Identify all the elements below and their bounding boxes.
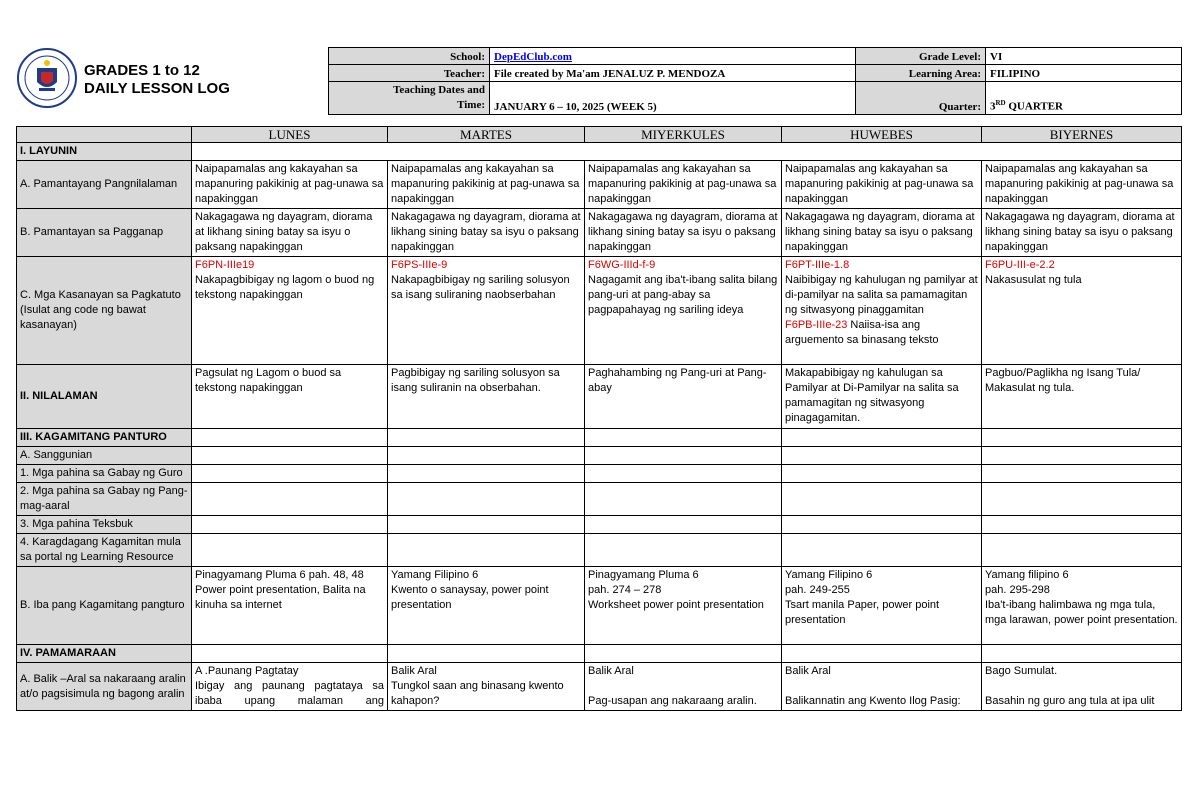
section-label: I. LAYUNIN [17, 143, 192, 161]
competency-code: F6PU-III-e-2.2 [985, 259, 1055, 271]
table-cell: F6WG-IIId-f-9 Nagagamit ang iba't-ibang salita bilang pang-uri at pang-abay sa pagpapahayag ng sariling ideya [585, 257, 782, 365]
learning-area-value: FILIPINO [986, 65, 1182, 82]
table-cell: Nakagagawa ng dayagram, diorama at likhang sining batay sa isyu o paksang napakinggan [585, 209, 782, 257]
competency-code: F6PN-IIIe19 [195, 259, 255, 271]
header-info-table [328, 47, 1182, 115]
table-cell: Naipapamalas ang kakayahan sa mapanuring pakikinig at pag-unawa sa napakinggan [585, 161, 782, 209]
row-kasanayan [17, 257, 1182, 365]
table-cell: Bago Sumulat. Basahin ng guro ang tula at ipa ulit [982, 663, 1182, 711]
row-label: 2. Mga pahina sa Gabay ng Pang-mag-aaral [17, 483, 192, 516]
row-label: 1. Mga pahina sa Gabay ng Guro [17, 465, 192, 483]
table-cell: Naipapamalas ang kakayahan sa mapanuring pakikinig at pag-unawa sa napakinggan [192, 161, 388, 209]
row-label: 3. Mga pahina Teksbuk [17, 516, 192, 534]
row-label: B. Pamantayan sa Pagganap [17, 209, 192, 257]
competency-code: F6PT-IIIe-1.8 [785, 259, 850, 271]
grade-value: VI [986, 48, 1182, 65]
table-cell: F6PN-IIIe19 Nakapagbibigay ng lagom o buod ng tekstong napakinggan [192, 257, 388, 365]
teacher-label: Teacher: [329, 65, 490, 82]
section-row-kagamitan [17, 429, 1182, 447]
teacher-value: File created by Ma'am JENALUZ P. MENDOZA [490, 65, 856, 82]
row-pamantayan-sa-pagganap [17, 209, 1182, 257]
school-link[interactable]: DepEdClub.com [490, 48, 856, 65]
table-cell: Pagsulat ng Lagom o buod sa tekstong napakinggan [192, 365, 388, 429]
table-cell: Pagbibigay ng sariling solusyon sa isang suliranin na obserbahan. [388, 365, 585, 429]
section-row-layunin [17, 143, 1182, 161]
day-header: HUWEBES [782, 127, 982, 143]
school-label: School: [329, 48, 490, 65]
row-gabay-mag-aaral [17, 483, 1182, 516]
table-cell: Nakagagawa ng dayagram, diorama at likhang sining batay sa isyu o paksang napakinggan [982, 209, 1182, 257]
table-cell: Naipapamalas ang kakayahan sa mapanuring pakikinig at pag-unawa sa napakinggan [782, 161, 982, 209]
table-cell: Yamang Filipino 6 pah. 249-255 Tsart manila Paper, power point presentation [782, 567, 982, 645]
header-corner [17, 127, 192, 143]
day-header: MARTES [388, 127, 585, 143]
section-label: III. KAGAMITANG PANTURO [17, 429, 192, 447]
row-label: A. Balik –Aral sa nakaraang aralin at/o pagsisimula ng bagong aralin [17, 663, 192, 711]
row-balik-aral [17, 663, 1182, 711]
row-iba-pang-kagamitan [17, 567, 1182, 645]
table-cell: Nakagagawa ng dayagram, diorama at likhang sining batay sa isyu o paksang napakinggan [192, 209, 388, 257]
learning-area-label: Learning Area: [856, 65, 986, 82]
grade-label: Grade Level: [856, 48, 986, 65]
table-cell: Balik Aral Tungkol saan ang binasang kwento kahapon? [388, 663, 585, 711]
table-cell: Pagbuo/Paglikha ng Isang Tula/ Makasulat ng tula. [982, 365, 1182, 429]
row-sanggunian [17, 447, 1182, 465]
table-cell: Yamang filipino 6 pah. 295-298 Iba't-ibang halimbawa ng mga tula, mga larawan, power point presentation. [982, 567, 1182, 645]
row-teksbuk [17, 516, 1182, 534]
teaching-dates-value: JANUARY 6 – 10, 2025 (WEEK 5) [490, 82, 856, 115]
table-cell: Nakagagawa ng dayagram, diorama at likhang sining batay sa isyu o paksang napakinggan [388, 209, 585, 257]
table-cell: F6PS-IIIe-9 Nakapagbibigay ng sariling solusyon sa isang suliraning naobserbahan [388, 257, 585, 365]
section-blank [192, 143, 1182, 161]
row-pamantayang-pangnilalaman [17, 161, 1182, 209]
row-label: A. Pamantayang Pangnilalaman [17, 161, 192, 209]
table-cell: F6PU-III-e-2.2 Nakasusulat ng tula [982, 257, 1182, 365]
table-cell: Pinagyamang Pluma 6 pah. 48, 48 Power point presentation, Balita na kinuha sa internet [192, 567, 388, 645]
row-label: B. Iba pang Kagamitang pangturo [17, 567, 192, 645]
teaching-dates-label: Teaching Dates and Time: [329, 82, 490, 115]
table-cell: Naipapamalas ang kakayahan sa mapanuring pakikinig at pag-unawa sa napakinggan [982, 161, 1182, 209]
table-cell: Balik Aral Balikannatin ang Kwento Ilog Pasig: [782, 663, 982, 711]
table-cell: Balik Aral Pag-usapan ang nakaraang aralin. [585, 663, 782, 711]
competency-code: F6WG-IIId-f-9 [588, 259, 656, 271]
row-nilalaman [17, 365, 1182, 429]
day-header: LUNES [192, 127, 388, 143]
table-cell: Yamang Filipino 6 Kwento o sanaysay, power point presentation [388, 567, 585, 645]
quarter-value: 3RD QUARTER [986, 82, 1182, 115]
section-row-pamamaraan [17, 645, 1182, 663]
quarter-label: Quarter: [856, 82, 986, 115]
competency-code: F6PB-IIIe-23 [785, 319, 848, 331]
table-cell: F6PT-IIIe-1.8 Naibibigay ng kahulugan ng pamilyar at di-pamilyar na salita sa pamamagitan ng sitwasyong pinaggamitan F6PB-IIIe-23 Naiisa-isa ang arguemento sa binasang teksto [782, 257, 982, 365]
lesson-log-table [16, 126, 1182, 711]
day-header-row [17, 127, 1182, 143]
row-label: A. Sanggunian [17, 447, 192, 465]
table-cell: Nakagagawa ng dayagram, diorama at likhang sining batay sa isyu o paksang napakinggan [782, 209, 982, 257]
row-karagdagang [17, 534, 1182, 567]
document-title: GRADES 1 to 12 DAILY LESSON LOG [84, 62, 230, 97]
deped-seal-logo [17, 48, 77, 108]
table-cell: Naipapamalas ang kakayahan sa mapanuring pakikinig at pag-unawa sa napakinggan [388, 161, 585, 209]
row-label: 4. Karagdagang Kagamitan mula sa portal ng Learning Resource [17, 534, 192, 567]
day-header: BIYERNES [982, 127, 1182, 143]
table-cell: Pinagyamang Pluma 6 pah. 274 – 278 Worksheet power point presentation [585, 567, 782, 645]
row-label: C. Mga Kasanayan sa Pagkatuto (Isulat ang code ng bawat kasanayan) [17, 257, 192, 365]
table-cell: Makapabibigay ng kahulugan sa Pamilyar at Di-Pamilyar na salita sa pamamagitan ng sitwasyong pinagagamitan. [782, 365, 982, 429]
section-label: IV. PAMAMARAAN [17, 645, 192, 663]
competency-code: F6PS-IIIe-9 [391, 259, 448, 271]
row-label: II. NILALAMAN [17, 365, 192, 429]
table-cell: Paghahambing ng Pang-uri at Pang-abay [585, 365, 782, 429]
row-gabay-guro [17, 465, 1182, 483]
day-header: MIYERKULES [585, 127, 782, 143]
table-cell: A .Paunang Pagtatay Ibigay ang paunang pagtataya sa ibaba upang malaman ang [192, 663, 388, 711]
